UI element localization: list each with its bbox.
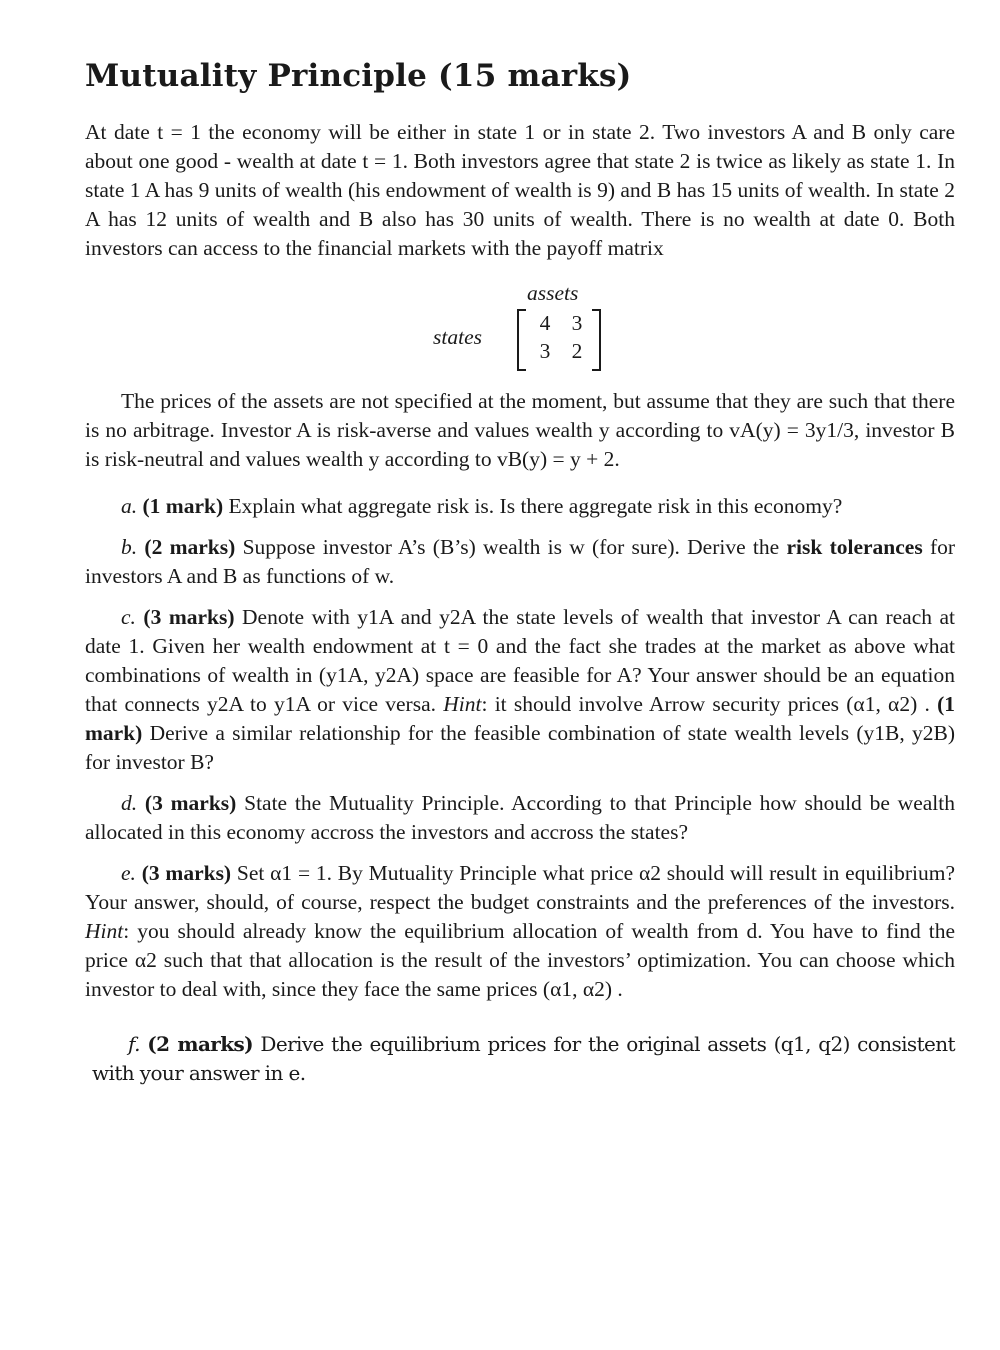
- question-text: Suppose investor A’s (B’s) wealth is w (for sure). Derive the: [242, 535, 780, 559]
- question-marks: (1 mark): [85, 692, 956, 745]
- left-bracket: [517, 309, 526, 371]
- question-marks: (2 marks): [144, 535, 236, 559]
- question-label: e.: [121, 861, 136, 885]
- hint-label: Hint: [443, 692, 482, 716]
- payoff-matrix: [85, 281, 955, 373]
- question-e: [85, 859, 955, 1004]
- question-label: d.: [121, 791, 138, 815]
- matrix-cell: 3: [571, 311, 583, 335]
- matrix-column-label: assets: [527, 281, 579, 305]
- question-text: Denote with y1A and y2A the state levels of wealth that investor A can reach at date 1. Given her wealth endowment at t = 0 and the fact she trades at the market as above what combinations of wealth in (y1A, y2A) space are feasible for A? Your answer should be an equation that connects y2A to y1A or vice versa.: [85, 605, 955, 716]
- matrix-cell: 4: [539, 311, 551, 335]
- bold-term: risk tolerances: [786, 535, 923, 559]
- question-text: Derive the equilibrium prices for the original assets (q1, q2) consistent with your answer in e.: [92, 1032, 955, 1085]
- hint-label: Hint: [85, 919, 124, 943]
- matrix-cell: 3: [539, 339, 551, 363]
- question-label: c.: [121, 605, 136, 629]
- right-bracket: [592, 309, 601, 371]
- question-marks: (3 marks): [141, 861, 232, 885]
- assumptions-paragraph: [85, 387, 955, 474]
- matrix-cell: 2: [571, 339, 583, 363]
- question-label: b.: [121, 535, 138, 559]
- page-title: Mutuality Principle (15 marks): [85, 58, 632, 94]
- question-d: [85, 789, 955, 847]
- intro-paragraph: [85, 118, 955, 263]
- question-marks: (1 mark): [142, 494, 224, 518]
- question-text: Set α1 = 1. By Mutuality Principle what price α2 should will result in equilibrium? Your answer, should, of course, respect the budget constraints and the preferences of the investors.: [85, 861, 956, 914]
- exam-page: [85, 58, 955, 1100]
- assumptions-text: The prices of the assets are not specified at the moment, but assume that they are such that there is no arbitrage. Investor A is risk-averse and values wealth y according to vA(y) = 3y1/3, investor B is risk-neutral and values wealth y according to vB(y) = y + 2.: [85, 389, 955, 471]
- question-text: : it should involve Arrow security prices (α1, α2) .: [481, 692, 930, 716]
- question-c: [85, 603, 955, 777]
- question-text: State the Mutuality Principle. According to that Principle how should be wealth allocated in this economy accross the investors and accross the states?: [85, 791, 955, 844]
- question-a: [85, 492, 955, 521]
- intro-text: At date t = 1 the economy will be either in state 1 or in state 2. Two investors A and B only care about one good - wealth at date t = 1. Both investors agree that state 2 is twice as likely as state 1. In state 1 A has 9 units of wealth (his endowment of wealth is 9) and B has 15 units of wealth. In state 2 A has 12 units of wealth and B also has 30 units of wealth. There is no wealth at date 0. Both investors can access to the financial markets with the payoff matrix: [85, 120, 955, 260]
- question-marks: (3 marks): [143, 605, 235, 629]
- question-text: : you should already know the equilibrium allocation of wealth from d. You have to find the price α2 such that that allocation is the result of the investors’ optimization. You can choose which investor to deal with, since they face the same prices (α1, α2) .: [85, 919, 955, 1001]
- question-f: [85, 1030, 955, 1088]
- question-marks: (3 marks): [144, 791, 237, 815]
- question-b: [85, 533, 955, 591]
- question-label: a.: [121, 494, 138, 518]
- question-marks: (2 marks): [147, 1032, 254, 1056]
- question-label: f.: [128, 1032, 140, 1056]
- question-text: Explain what aggregate risk is. Is there aggregate risk in this economy?: [228, 494, 843, 518]
- matrix-body: [517, 309, 601, 373]
- matrix-row-label: states: [433, 325, 482, 349]
- question-text: Derive a similar relationship for the feasible combination of state wealth levels (y1B, y2B) for investor B?: [85, 721, 955, 774]
- question-text: for investors A and B as functions of w.: [85, 535, 956, 588]
